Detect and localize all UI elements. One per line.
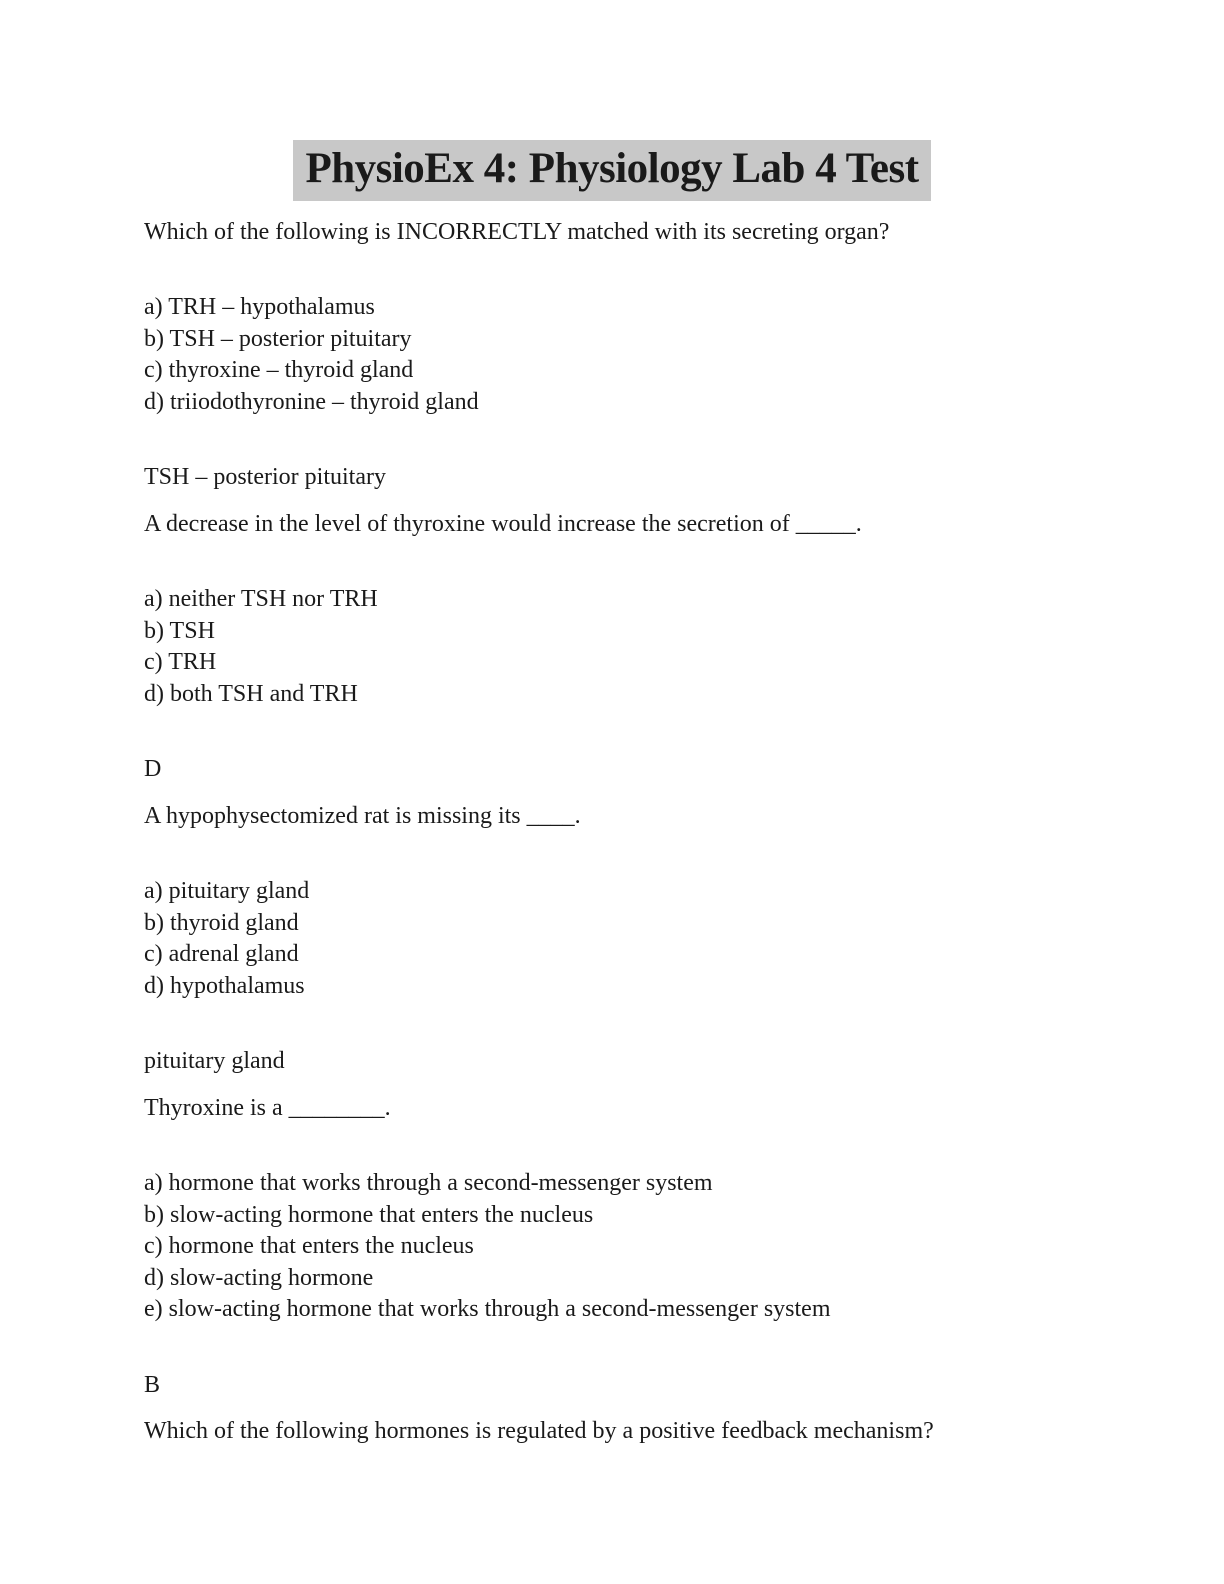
option-item: e) slow-acting hormone that works through a second-messenger system: [144, 1296, 831, 1323]
question-text: A decrease in the level of thyroxine would increase the secretion of _____.: [144, 510, 862, 537]
option-item: b) thyroid gland: [144, 909, 299, 936]
option-item: a) hormone that works through a second-messenger system: [144, 1170, 713, 1197]
option-item: a) pituitary gland: [144, 878, 310, 905]
options-list: [144, 584, 1080, 710]
answer-text: TSH – posterior pituitary: [144, 464, 386, 491]
option-item: d) both TSH and TRH: [144, 680, 358, 707]
options-list: [144, 1168, 1080, 1326]
answer-text: D: [144, 756, 162, 783]
title-block: [144, 140, 1080, 201]
question-text: Which of the following is INCORRECTLY matched with its secreting organ?: [144, 218, 890, 245]
document-title: PhysioEx 4: Physiology Lab 4 Test: [293, 140, 930, 201]
option-item: d) slow-acting hormone: [144, 1264, 374, 1291]
option-item: c) adrenal gland: [144, 941, 299, 968]
option-item: b) slow-acting hormone that enters the nucleus: [144, 1201, 594, 1228]
answer-text: B: [144, 1371, 161, 1398]
options-list: [144, 876, 1080, 1002]
option-item: c) TRH: [144, 649, 217, 676]
answer-text: pituitary gland: [144, 1048, 285, 1075]
option-item: d) triiodothyronine – thyroid gland: [144, 388, 479, 415]
option-item: a) neither TSH nor TRH: [144, 586, 378, 613]
question-text: Which of the following hormones is regulated by a positive feedback mechanism?: [144, 1418, 934, 1445]
question-text: A hypophysectomized rat is missing its ____.: [144, 802, 581, 829]
option-item: a) TRH – hypothalamus: [144, 294, 375, 321]
option-item: b) TSH: [144, 617, 215, 644]
option-item: b) TSH – posterior pituitary: [144, 325, 412, 352]
options-list: [144, 292, 1080, 418]
option-item: c) hormone that enters the nucleus: [144, 1233, 474, 1260]
option-item: d) hypothalamus: [144, 972, 305, 999]
question-text: Thyroxine is a ________.: [144, 1094, 391, 1121]
option-item: c) thyroxine – thyroid gland: [144, 357, 414, 384]
